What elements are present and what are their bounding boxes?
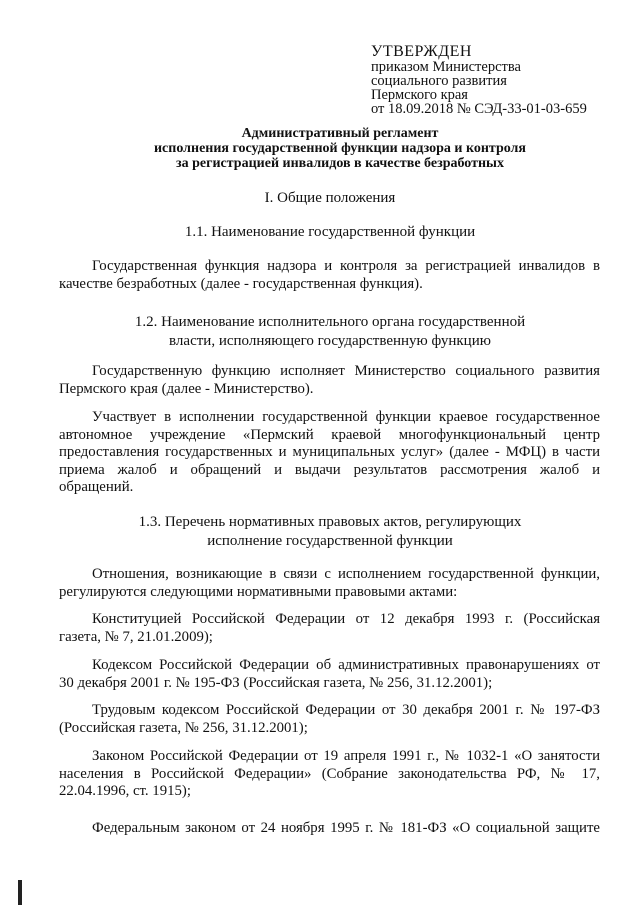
- paragraph: [59, 363, 600, 398]
- paragraph: [59, 258, 600, 293]
- subsection-heading: [60, 513, 600, 551]
- subsection-heading: 1.1. Наименование государственной функции: [184, 224, 476, 240]
- text-line: приема жалоб и обращений и выдачи результатов рассмотрения жалоб и: [59, 461, 600, 478]
- heading-line: власти, исполняющего государственную функцию: [169, 333, 491, 349]
- heading-line: 1.2. Наименование исполнительного органа государственной: [134, 314, 526, 330]
- heading-line: 1.3. Перечень нормативных правовых актов, регулирующих: [138, 514, 522, 530]
- approval-line: приказом Министерства: [371, 59, 521, 75]
- text-line: Конституцией Российской Федерации от 12 декабря 1993 г. (Российская: [92, 611, 600, 627]
- text-line: 22.04.1996, ст. 1915);: [59, 783, 191, 799]
- approval-line: социального развития: [371, 73, 507, 89]
- text-line: Кодексом Российской Федерации об административных правонарушениях от: [92, 657, 600, 673]
- paragraph: [59, 702, 600, 737]
- title-line: исполнения государственной функции надзора и контроля: [153, 141, 526, 156]
- text-line: Законом Российской Федерации от 19 апреля 1991 г., № 1032-1 «О занятости: [92, 748, 600, 764]
- section-heading: I. Общие положения: [264, 190, 396, 206]
- heading-line: исполнение государственной функции: [207, 533, 453, 549]
- text-line: Федеральным законом от 24 ноября 1995 г. № 181-ФЗ «О социальной защите: [92, 820, 600, 836]
- text-line: Государственная функция надзора и контроля за регистрацией инвалидов в: [92, 258, 600, 274]
- text-line: Участвует в исполнении государственной функции краевое государственное: [92, 409, 600, 425]
- title-line: за регистрацией инвалидов в качестве безработных: [176, 156, 504, 171]
- text-line: (Российская газета, № 256, 31.12.2001);: [59, 719, 308, 736]
- text-line: 30 декабря 2001 г. № 195-ФЗ (Российская газета, № 256, 31.12.2001);: [59, 674, 493, 691]
- paragraph: [59, 566, 600, 601]
- document-title: [110, 126, 570, 171]
- text-line: газета, № 7, 21.01.2009);: [59, 628, 213, 645]
- text-line: регулируются следующими нормативными правовыми актами:: [59, 583, 458, 600]
- text-line: Трудовым кодексом Российской Федерации от 30 декабря 2001 г. № 197-ФЗ: [92, 702, 600, 718]
- approval-stamp: [371, 44, 587, 116]
- paragraph: [59, 820, 600, 838]
- paragraph: [59, 657, 600, 692]
- title-line: Административный регламент: [241, 126, 439, 141]
- text-line: Пермского края (далее - Министерство).: [59, 380, 314, 397]
- approval-heading: УТВЕРЖДЕН: [371, 43, 472, 60]
- subsection-heading: [60, 313, 600, 351]
- paragraph: [59, 611, 600, 646]
- text-line: населения в Российской Федерации» (Собрание законодательства РФ, № 17,: [59, 765, 600, 782]
- text-line: Государственную функцию исполняет Министерство социального развития: [92, 363, 600, 379]
- scan-mark: [18, 880, 22, 905]
- approval-line: от 18.09.2018 № СЭД-33-01-03-659: [371, 101, 587, 117]
- paragraph: [59, 409, 600, 497]
- paragraph: [59, 748, 600, 801]
- text-line: Отношения, возникающие в связи с исполнением государственной функции,: [92, 566, 600, 582]
- text-line: автономное учреждение «Пермский краевой многофункциональный центр: [59, 426, 600, 443]
- approval-line: Пермского края: [371, 87, 468, 103]
- text-line: обращений.: [59, 479, 134, 495]
- text-line: качестве безработных (далее - государственная функция).: [59, 275, 423, 292]
- text-line: предоставления государственных и муниципальных услуг» (далее - МФЦ) в части: [59, 444, 600, 460]
